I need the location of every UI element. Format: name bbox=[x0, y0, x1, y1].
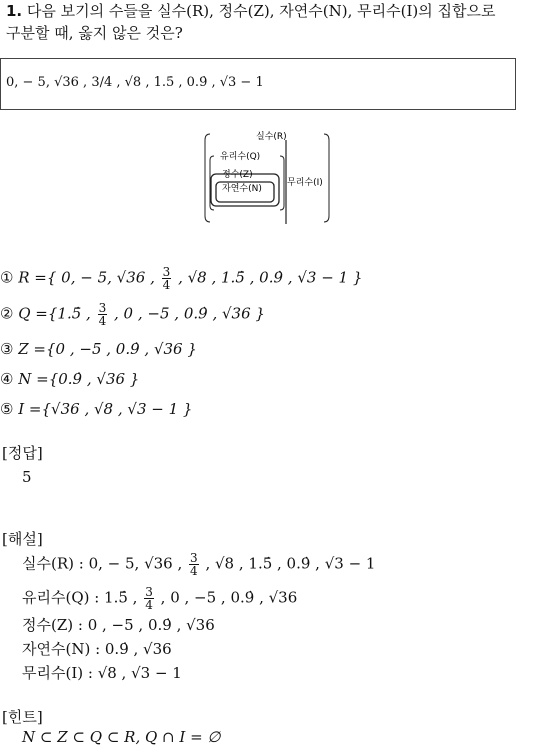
number-list: 0, − 5, √36 , 3/4 , √8 , 1.5̇ , 0.9̇ , √3 − 1 bbox=[6, 75, 264, 90]
answer-heading: [정답] bbox=[2, 444, 43, 462]
question-text: 다음 보기의 수들을 실수(R), 정수(Z), 자연수(N), 무리수(I)의 집합으로 bbox=[26, 2, 496, 20]
option-text-tail: , 0 , −5 , 0.9̇ , √36 } bbox=[114, 304, 265, 323]
question-number: 1. bbox=[6, 2, 23, 20]
explanation-line-natural: 자연수(N) : 0.9̇ , √36 bbox=[22, 640, 172, 658]
option-marker: ② bbox=[0, 304, 14, 323]
fraction: $\frac{3}{4}$ bbox=[190, 551, 198, 578]
option-text: Z ={0 , −5 , 0.9̇ , √36 } bbox=[18, 340, 197, 358]
answer-value: 5 bbox=[22, 468, 32, 486]
explanation-line-rational bbox=[22, 586, 297, 611]
option-marker: ④ bbox=[0, 370, 14, 388]
option-1[interactable] bbox=[0, 266, 362, 291]
label-natural: 자연수(N) bbox=[222, 184, 262, 194]
explanation-text-tail: , 0 , −5 , 0.9̇ , √36 bbox=[160, 588, 298, 607]
label-integer: 정수(Z) bbox=[222, 170, 253, 180]
question-line-2: 구분할 때, 옳지 않은 것은? bbox=[6, 24, 183, 42]
hint-heading: [힌트] bbox=[2, 708, 43, 726]
explanation-line-irrational: 무리수(I) : √8 , √3 − 1 bbox=[22, 664, 182, 682]
option-text: I ={√36 , √8 , √3 − 1 } bbox=[18, 400, 193, 418]
label-real: 실수(R) bbox=[256, 132, 287, 142]
fraction: $\frac{3}{4}$ bbox=[162, 265, 171, 292]
option-2[interactable] bbox=[0, 302, 265, 327]
label-rational: 유리수(Q) bbox=[220, 152, 261, 162]
label-irrational: 무리수(I) bbox=[287, 178, 323, 188]
option-marker: ⑤ bbox=[0, 400, 14, 418]
option-text: Q ={1.5̇ , bbox=[18, 304, 91, 323]
option-3[interactable] bbox=[0, 340, 197, 358]
hint-text: N ⊂ Z ⊂ Q ⊂ R, Q ∩ I = ∅ bbox=[22, 728, 221, 746]
option-4[interactable] bbox=[0, 370, 139, 388]
fraction: $\frac{3}{4}$ bbox=[98, 301, 107, 328]
option-text-tail: , √8 , 1.5̇ , 0.9̇ , √3 − 1 } bbox=[178, 268, 363, 287]
explanation-heading: [해설] bbox=[2, 530, 43, 548]
explanation-line-integer: 정수(Z) : 0 , −5 , 0.9̇ , √36 bbox=[22, 616, 215, 634]
explanation-line-real bbox=[22, 552, 375, 577]
question-line-1 bbox=[6, 0, 495, 22]
set-diagram bbox=[200, 128, 335, 226]
fraction: $\frac{3}{4}$ bbox=[145, 585, 153, 612]
option-5[interactable] bbox=[0, 400, 192, 418]
option-marker: ① bbox=[0, 268, 14, 287]
explanation-text: 유리수(Q) : 1.5̇ , bbox=[22, 588, 138, 607]
explanation-text: 실수(R) : 0, − 5, √36 , bbox=[22, 554, 183, 573]
option-text: N ={0.9̇ , √36 } bbox=[18, 370, 140, 388]
explanation-text-tail: , √8 , 1.5̇ , 0.9̇ , √3 − 1 bbox=[205, 554, 376, 573]
option-text: R ={ 0, − 5, √36 , bbox=[18, 268, 155, 287]
option-marker: ③ bbox=[0, 340, 14, 358]
